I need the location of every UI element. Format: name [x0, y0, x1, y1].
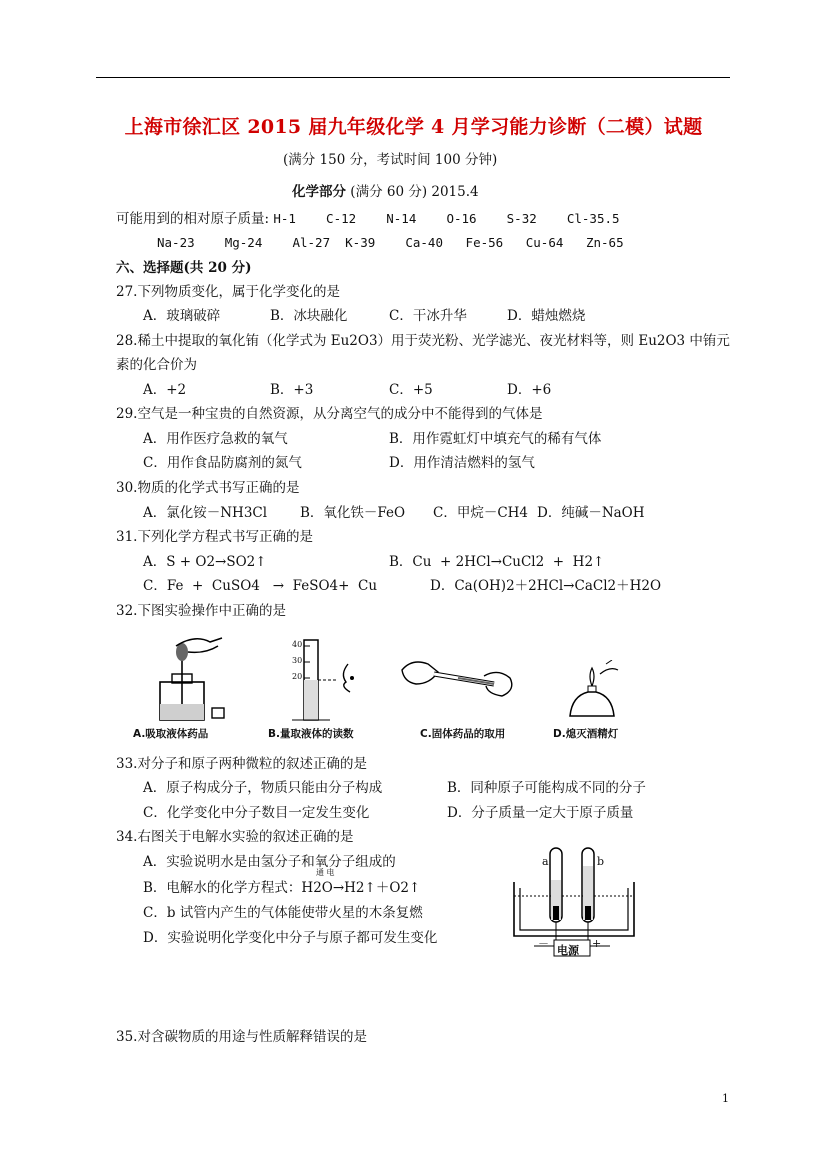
exam-title: 上海市徐汇区 2015 届九年级化学 4 月学习能力诊断（二模）试题 [124, 116, 703, 138]
q29-stem: 29.空气是一种宝贵的自然资源，从分离空气的成分中不能得到的气体是 [116, 406, 543, 422]
figure-b-cylinder-reading [290, 634, 380, 724]
q30-option-d: D．纯碱－NaOH [537, 505, 645, 521]
q30-option-a: A．氯化铵－NH3Cl [143, 505, 268, 521]
q33-option-a: A．原子构成分子，物质只能由分子构成 [143, 780, 383, 796]
q29-option-d: D．用作清洁燃料的氢气 [389, 455, 535, 471]
figure-tube-a-label: a [542, 855, 549, 868]
section-header [292, 183, 479, 201]
q27-option-c: C．干冰升华 [389, 308, 467, 324]
q29-option-b: B．用作霓虹灯中填充气的稀有气体 [389, 431, 602, 447]
q34-option-c: C．b 试管内产生的气体能使带火星的木条复燃 [143, 905, 423, 921]
figure-b-caption: B.量取液体的读数 [268, 728, 354, 740]
q32-stem: 32.下图实验操作中正确的是 [116, 603, 286, 619]
figure-b-scale-20: 20 [292, 672, 303, 681]
q30-option-b: B．氧化铁－FeO [300, 505, 406, 521]
q33-option-d: D．分子质量一定大于原子质量 [447, 805, 634, 821]
q34-option-b: B．电解水的化学方程式：H2O→H2↑＋O2↑ [143, 880, 421, 896]
q28-option-b: B．+3 [270, 382, 314, 398]
figure-plus-sign: + [592, 937, 602, 950]
section-6-heading: 六、选择题(共 20 分) [116, 260, 252, 276]
q28-option-d: D．+6 [507, 382, 552, 398]
figure-b-scale-30: 30 [292, 656, 303, 665]
q35-stem: 35.对含碳物质的用途与性质解释错误的是 [116, 1029, 367, 1045]
atomic-mass-row-1: H-1 C-12 N-14 O-16 S-32 Cl-35.5 [273, 211, 620, 226]
figure-tube-b-label: b [597, 855, 605, 868]
q34-condition-label: 通 电 [316, 868, 335, 877]
q33-option-c: C．化学变化中分子数目一定发生变化 [143, 805, 370, 821]
q27-option-d: D．蜡烛燃烧 [507, 308, 586, 324]
q28-option-a: A．+2 [143, 382, 187, 398]
q27-option-b: B．冰块融化 [270, 308, 348, 324]
q31-option-c: C．Fe + CuSO4 → FeSO4+ Cu [143, 578, 378, 594]
figure-c-solid-reagent [398, 650, 523, 710]
atomic-mass-line-1 [116, 210, 620, 228]
q34-option-a: A．实验说明水是由氢分子和氧分子组成的 [143, 854, 396, 870]
exam-subtitle: (满分 150 分，考试时间 100 分钟) [283, 152, 498, 168]
q34-stem: 34.右图关于电解水实验的叙述正确的是 [116, 829, 354, 845]
q33-stem: 33.对分子和原子两种微粒的叙述正确的是 [116, 756, 367, 772]
q31-option-a: A．S + O2→SO2↑ [143, 554, 267, 570]
q27-stem: 27.下列物质变化，属于化学变化的是 [116, 284, 340, 300]
page-number: 1 [722, 1092, 729, 1105]
figure-minus-sign: － [538, 937, 549, 950]
figure-d-alcohol-lamp [560, 660, 630, 722]
q34-option-d: D．实验说明化学变化中分子与原子都可发生变化 [143, 930, 438, 946]
q29-option-a: A．用作医疗急救的氧气 [143, 431, 288, 447]
q29-option-c: C．用作食品防腐剂的氮气 [143, 455, 302, 471]
atomic-mass-row-2: Na-23 Mg-24 Al-27 K-39 Ca-40 Fe-56 Cu-64 Zn-65 [157, 235, 624, 250]
q28-option-c: C．+5 [389, 382, 433, 398]
figure-power-label: 电源 [557, 944, 579, 957]
header-rule [96, 77, 730, 78]
q28-stem-cont: 素的化合价为 [116, 357, 197, 373]
q27-option-a: A．玻璃破碎 [143, 308, 221, 324]
figure-a-caption: A.吸取液体药品 [133, 728, 209, 740]
q33-option-b: B．同种原子可能构成不同的分子 [447, 780, 646, 796]
q31-stem: 31.下列化学方程式书写正确的是 [116, 529, 313, 545]
q30-stem: 30.物质的化学式书写正确的是 [116, 480, 300, 496]
figure-d-caption: D.熄灭酒精灯 [553, 728, 619, 740]
figure-a-dropper-bottle [150, 632, 240, 724]
section-label: 化学部分 [292, 184, 346, 200]
q30-option-c: C．甲烷－CH4 [433, 505, 529, 521]
q31-option-d: D．Ca(OH)2＋2HCl→CaCl2＋H2O [430, 578, 662, 594]
section-score: (满分 60 分) 2015.4 [350, 184, 479, 200]
q28-stem: 28.稀土中提取的氧化铕（化学式为 Eu2O3）用于荧光粉、光学滤光、夜光材料等，则 Eu2O3 中铕元 [116, 333, 730, 349]
q31-option-b: B．Cu + 2HCl→CuCl2 + H2↑ [389, 554, 605, 570]
atomic-mass-label: 可能用到的相对原子质量: [116, 211, 270, 227]
figure-b-scale-40: 40 [292, 640, 303, 649]
figure-c-caption: C.固体药品的取用 [420, 728, 506, 740]
